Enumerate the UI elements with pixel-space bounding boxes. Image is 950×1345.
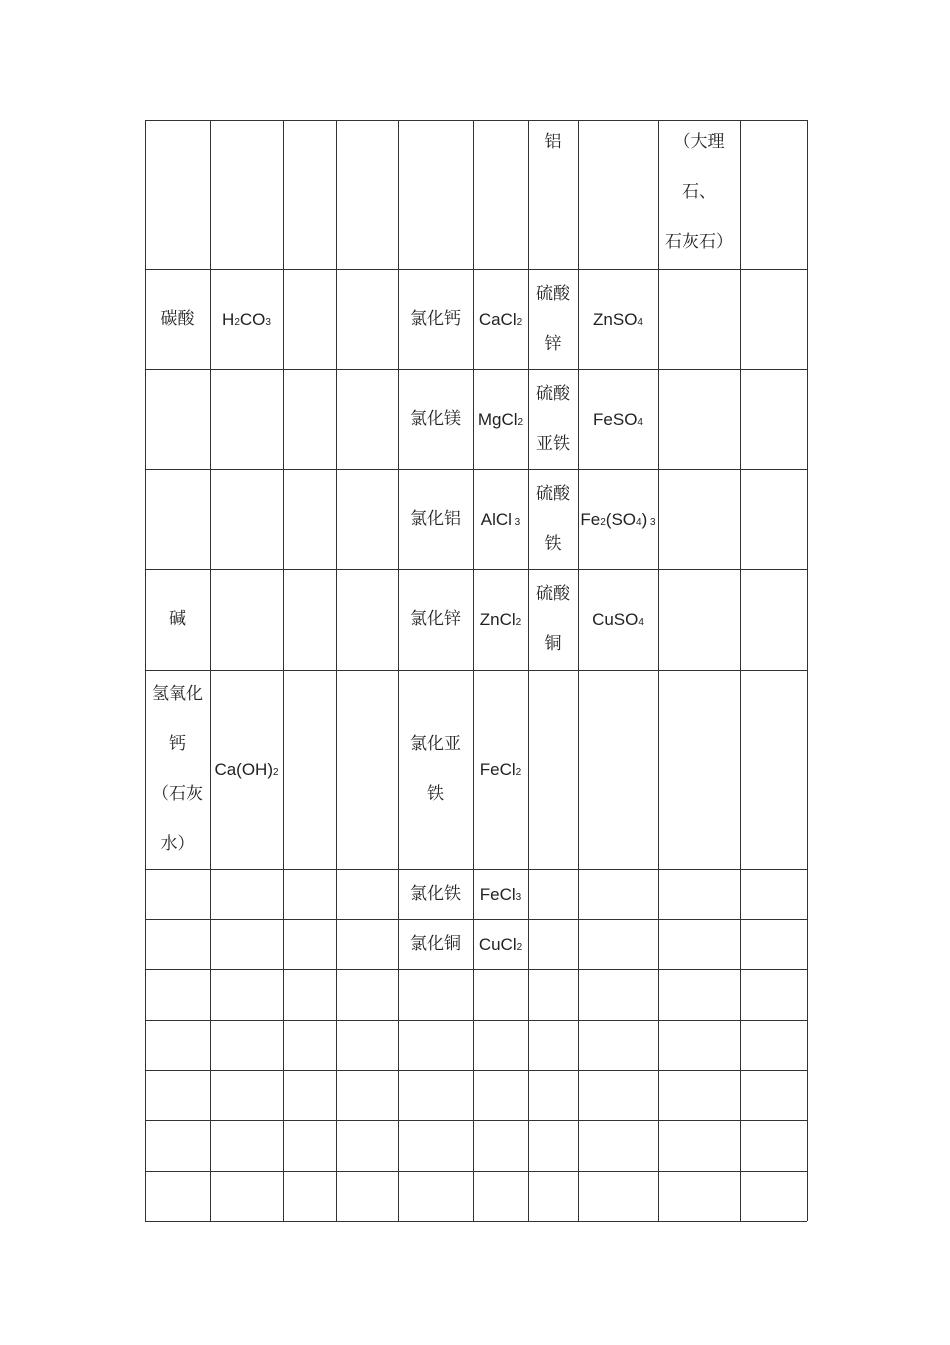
cell-text-line: 铜 xyxy=(544,634,562,654)
formula-subscript: 2 xyxy=(517,416,524,428)
table-cell xyxy=(473,311,528,331)
formula-text: ) xyxy=(641,509,648,529)
formula-text: CaCl xyxy=(478,309,517,329)
table-cell xyxy=(398,508,473,529)
formula-text: FeCl xyxy=(479,760,516,779)
cell-text-line: 氯化钙 xyxy=(410,308,461,329)
table-cell xyxy=(528,483,578,554)
table-cell xyxy=(145,611,210,628)
cell-text-line: 水） xyxy=(160,834,195,854)
formula-text: MgCl xyxy=(477,409,518,429)
cell-text-line: （石灰 xyxy=(152,784,203,804)
cell-text-line: 锌 xyxy=(544,333,562,354)
cell-text-line: 硫酸 xyxy=(536,483,570,504)
cell-text-line: （大理 xyxy=(673,132,725,152)
cell-text-line: 铁 xyxy=(427,784,444,804)
formula-text: ZnCl xyxy=(479,610,516,629)
table-cell xyxy=(578,511,658,531)
cell-text-line: 氯化铝 xyxy=(410,508,461,529)
table-cell xyxy=(578,611,658,631)
table-cell xyxy=(473,611,528,631)
cell-text-line: 硫酸 xyxy=(536,584,570,604)
cell-text-line: 碳酸 xyxy=(160,308,195,329)
formula-text: FeSO xyxy=(593,409,638,429)
table-cell xyxy=(473,511,528,531)
cell-text-line: 硫酸 xyxy=(536,283,570,304)
formula-subscript: 2 xyxy=(234,316,240,328)
table-cell xyxy=(398,736,473,803)
formula-text: CuCl xyxy=(478,934,517,954)
formula-subscript: 3 xyxy=(515,891,522,903)
cell-text-line: 石、 xyxy=(682,182,716,202)
formula-subscript: 4 xyxy=(638,617,644,628)
formula-subscript: 2 xyxy=(516,941,523,953)
table-cell xyxy=(398,933,473,954)
cell-text-line: 钙 xyxy=(169,734,186,754)
table-cell xyxy=(528,383,578,454)
formula-subscript: 2 xyxy=(515,617,522,628)
cell-text-line: 氯化铜 xyxy=(410,933,461,954)
table-cell xyxy=(473,936,528,956)
formula-text: FeCl xyxy=(479,884,516,904)
formula-subscript: 3 xyxy=(511,516,521,528)
cell-text-line: 铝 xyxy=(544,132,562,152)
table-cell xyxy=(578,411,658,431)
table-cell xyxy=(658,134,740,251)
formula-subscript: 4 xyxy=(637,416,643,428)
formula-subscript: 4 xyxy=(636,516,642,528)
formula-subscript: 2 xyxy=(515,767,522,778)
table-cell xyxy=(398,611,473,628)
table-cell xyxy=(473,761,528,781)
table-cell xyxy=(145,308,210,329)
table-cell xyxy=(398,308,473,329)
table-cell xyxy=(528,134,578,151)
formula-text: ZnSO xyxy=(593,309,638,329)
formula-text: H xyxy=(222,309,235,329)
formula-subscript: 2 xyxy=(273,767,279,778)
cell-text-line: 铁 xyxy=(544,533,562,554)
formula-text: AlCl xyxy=(480,509,512,529)
cell-text-line: 氯化铁 xyxy=(410,883,461,904)
cell-text-line: 亚铁 xyxy=(536,433,570,454)
cell-text-line: 石灰石） xyxy=(665,232,733,252)
cell-text-line: 氯化亚 xyxy=(410,734,461,754)
cell-text-line: 硫酸 xyxy=(536,383,570,404)
table-cell xyxy=(473,886,528,906)
formula-subscript: 2 xyxy=(600,516,606,528)
formula-subscript: 4 xyxy=(637,316,643,328)
table-cell xyxy=(398,883,473,904)
formula-subscript: 2 xyxy=(516,316,523,328)
cell-text-line: 氢氧化 xyxy=(152,684,203,704)
table-cell xyxy=(145,686,210,853)
cell-text-line: 氯化镁 xyxy=(410,408,461,429)
table-cell xyxy=(578,311,658,331)
formula-text: Ca(OH) xyxy=(214,760,273,779)
formula-text: CuSO xyxy=(592,610,639,629)
table-cell xyxy=(210,311,283,331)
formula-text: Fe xyxy=(580,509,601,529)
cell-text-line: 碱 xyxy=(169,609,186,629)
table-cell xyxy=(473,411,528,431)
formula-text: CO xyxy=(239,309,266,329)
formula-text: (SO xyxy=(605,509,637,529)
table-cell xyxy=(398,408,473,429)
table-cell xyxy=(210,761,283,781)
cell-text-line: 氯化锌 xyxy=(410,609,461,629)
formula-subscript: 3 xyxy=(265,316,271,328)
table-cell xyxy=(528,586,578,653)
table-cell xyxy=(528,283,578,354)
formula-subscript: 3 xyxy=(647,516,656,528)
